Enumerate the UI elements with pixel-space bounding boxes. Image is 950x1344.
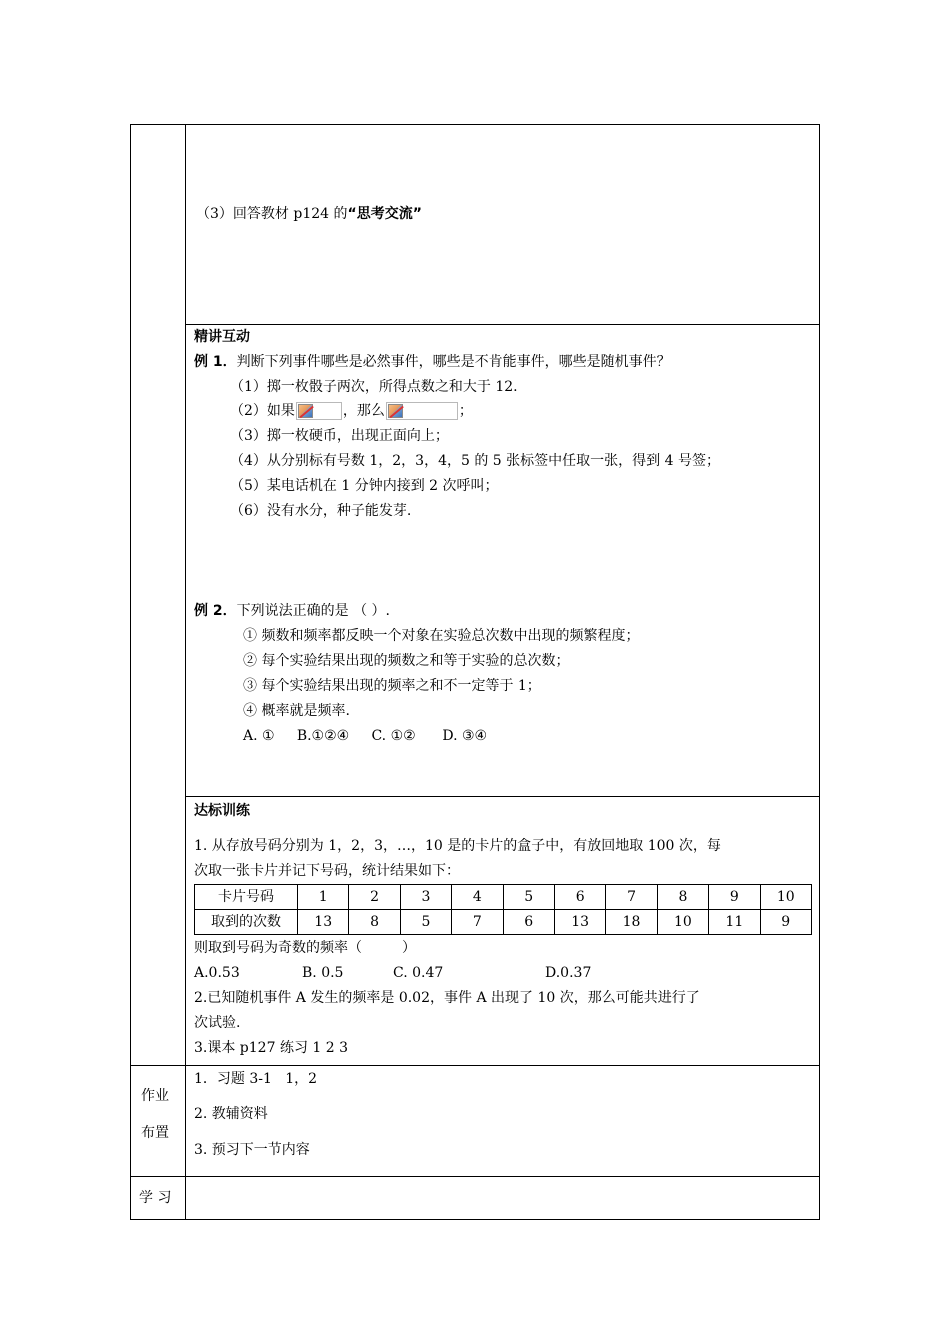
- image-placeholder-icon: [388, 404, 403, 418]
- example-2-item-3: ③ 每个实验结果出现的频率之和不一定等于 1；: [243, 678, 541, 694]
- table-row: [195, 910, 812, 935]
- training-q1-option-c: C. 0.47: [393, 965, 444, 981]
- study-label: 学 习: [139, 1190, 172, 1206]
- table-cell: 4: [452, 885, 503, 910]
- training-q2-line1: 2.已知随机事件 A 发生的频率是 0.02，事件 A 出现了 10 次，那么可能共进行了: [194, 990, 700, 1006]
- table-cell: 6: [503, 910, 554, 935]
- textbook-question-3: [196, 204, 422, 224]
- section-heading-interactive: 精讲互动: [194, 329, 250, 345]
- training-q1-option-d: D.0.37: [545, 965, 592, 981]
- homework-item-1: 1．习题 3-1 1，2: [194, 1071, 318, 1087]
- example-1-text: 判断下列事件哪些是必然事件，哪些是不肯能事件，哪些是随机事件？: [236, 354, 671, 370]
- card-count-table: [194, 884, 812, 935]
- homework-item-3: 3. 预习下一节内容: [194, 1142, 310, 1158]
- example-2-item-1: ① 频数和频率都反映一个对象在实验总次数中出现的频繁程度；: [243, 628, 640, 644]
- table-row: [195, 885, 812, 910]
- table-cell: 13: [298, 910, 349, 935]
- item-2-text-c: ；: [458, 403, 473, 419]
- table-cell: 9: [760, 910, 811, 935]
- table-cell: 8: [349, 910, 400, 935]
- training-q2-line2: 次试验.: [194, 1015, 241, 1031]
- training-q1-line2: 次取一张卡片并记下号码，统计结果如下：: [194, 863, 460, 879]
- table-header-cell: 卡片号码: [195, 885, 298, 910]
- example-1-item-5: （5）某电话机在 1 分钟内接到 2 次呼叫；: [230, 478, 499, 494]
- row-divider-training: [185, 796, 820, 797]
- example-1-item-2: [230, 401, 473, 421]
- table-cell: 1: [298, 885, 349, 910]
- column-divider: [185, 124, 186, 1220]
- section-heading-training: 达标训练: [194, 803, 250, 819]
- table-cell: 7: [452, 910, 503, 935]
- example-2-item-2: ② 每个实验结果出现的频数之和等于实验的总次数；: [243, 653, 570, 669]
- image-placeholder-icon: [298, 404, 313, 418]
- homework-item-2: 2. 教辅资料: [194, 1106, 268, 1122]
- example-2-item-4: ④ 概率就是频率.: [243, 703, 350, 719]
- example-1-prompt: [194, 352, 671, 372]
- example-2-label: 例 2．: [194, 603, 237, 619]
- training-q3: 3.课本 p127 练习 1 2 3: [194, 1040, 349, 1056]
- table-cell: 11: [709, 910, 760, 935]
- item-2-text-b: ，那么: [342, 403, 385, 419]
- row-divider-study: [130, 1176, 820, 1177]
- table-cell: 5: [400, 910, 451, 935]
- example-2-text: 下列说法正确的是 （ ）.: [236, 603, 390, 619]
- example-1-item-3: （3）掷一枚硬币，出现正面向上；: [230, 428, 449, 444]
- table-cell: 5: [503, 885, 554, 910]
- example-1-item-4: （4）从分别标有号数 1，2，3，4，5 的 5 张标签中任取一张，得到 4 号签；: [230, 453, 720, 469]
- table-cell: 13: [554, 910, 605, 935]
- homework-label-line1: 作业: [141, 1088, 169, 1104]
- table-cell: 10: [657, 910, 708, 935]
- broken-image-icon: [296, 402, 342, 420]
- table-cell: 10: [760, 885, 811, 910]
- table-cell: 2: [349, 885, 400, 910]
- example-2-prompt: [194, 601, 390, 621]
- training-q1-question: 则取到号码为奇数的频率（ ）: [194, 940, 417, 956]
- q3-bold-title: “思考交流”: [347, 206, 422, 222]
- row-divider-interactive: [185, 324, 820, 325]
- item-2-text-a: （2）如果: [230, 403, 295, 419]
- example-1-label: 例 1．: [194, 354, 237, 370]
- example-1-item-1: （1）掷一枚骰子两次，所得点数之和大于 12.: [230, 379, 518, 395]
- example-1-item-6: （6）没有水分，种子能发芽.: [230, 503, 412, 519]
- row-divider-homework: [130, 1065, 820, 1066]
- table-cell: 18: [606, 910, 657, 935]
- table-header-cell: 取到的次数: [195, 910, 298, 935]
- broken-image-icon: [386, 402, 458, 420]
- table-cell: 3: [400, 885, 451, 910]
- homework-label-line2: 布置: [141, 1125, 169, 1141]
- table-cell: 7: [606, 885, 657, 910]
- example-2-options: A. ① B.①②④ C. ①② D. ③④: [243, 728, 488, 744]
- table-cell: 6: [554, 885, 605, 910]
- training-q1-option-a: A.0.53: [194, 965, 240, 981]
- table-cell: 9: [709, 885, 760, 910]
- training-q1-line1: 1. 从存放号码分别为 1，2，3，…，10 是的卡片的盒子中，有放回地取 100 次，每: [194, 838, 721, 854]
- training-q1-option-b: B. 0.5: [302, 965, 344, 981]
- q3-prefix: （3）回答教材 p124 的: [196, 206, 348, 222]
- table-cell: 8: [657, 885, 708, 910]
